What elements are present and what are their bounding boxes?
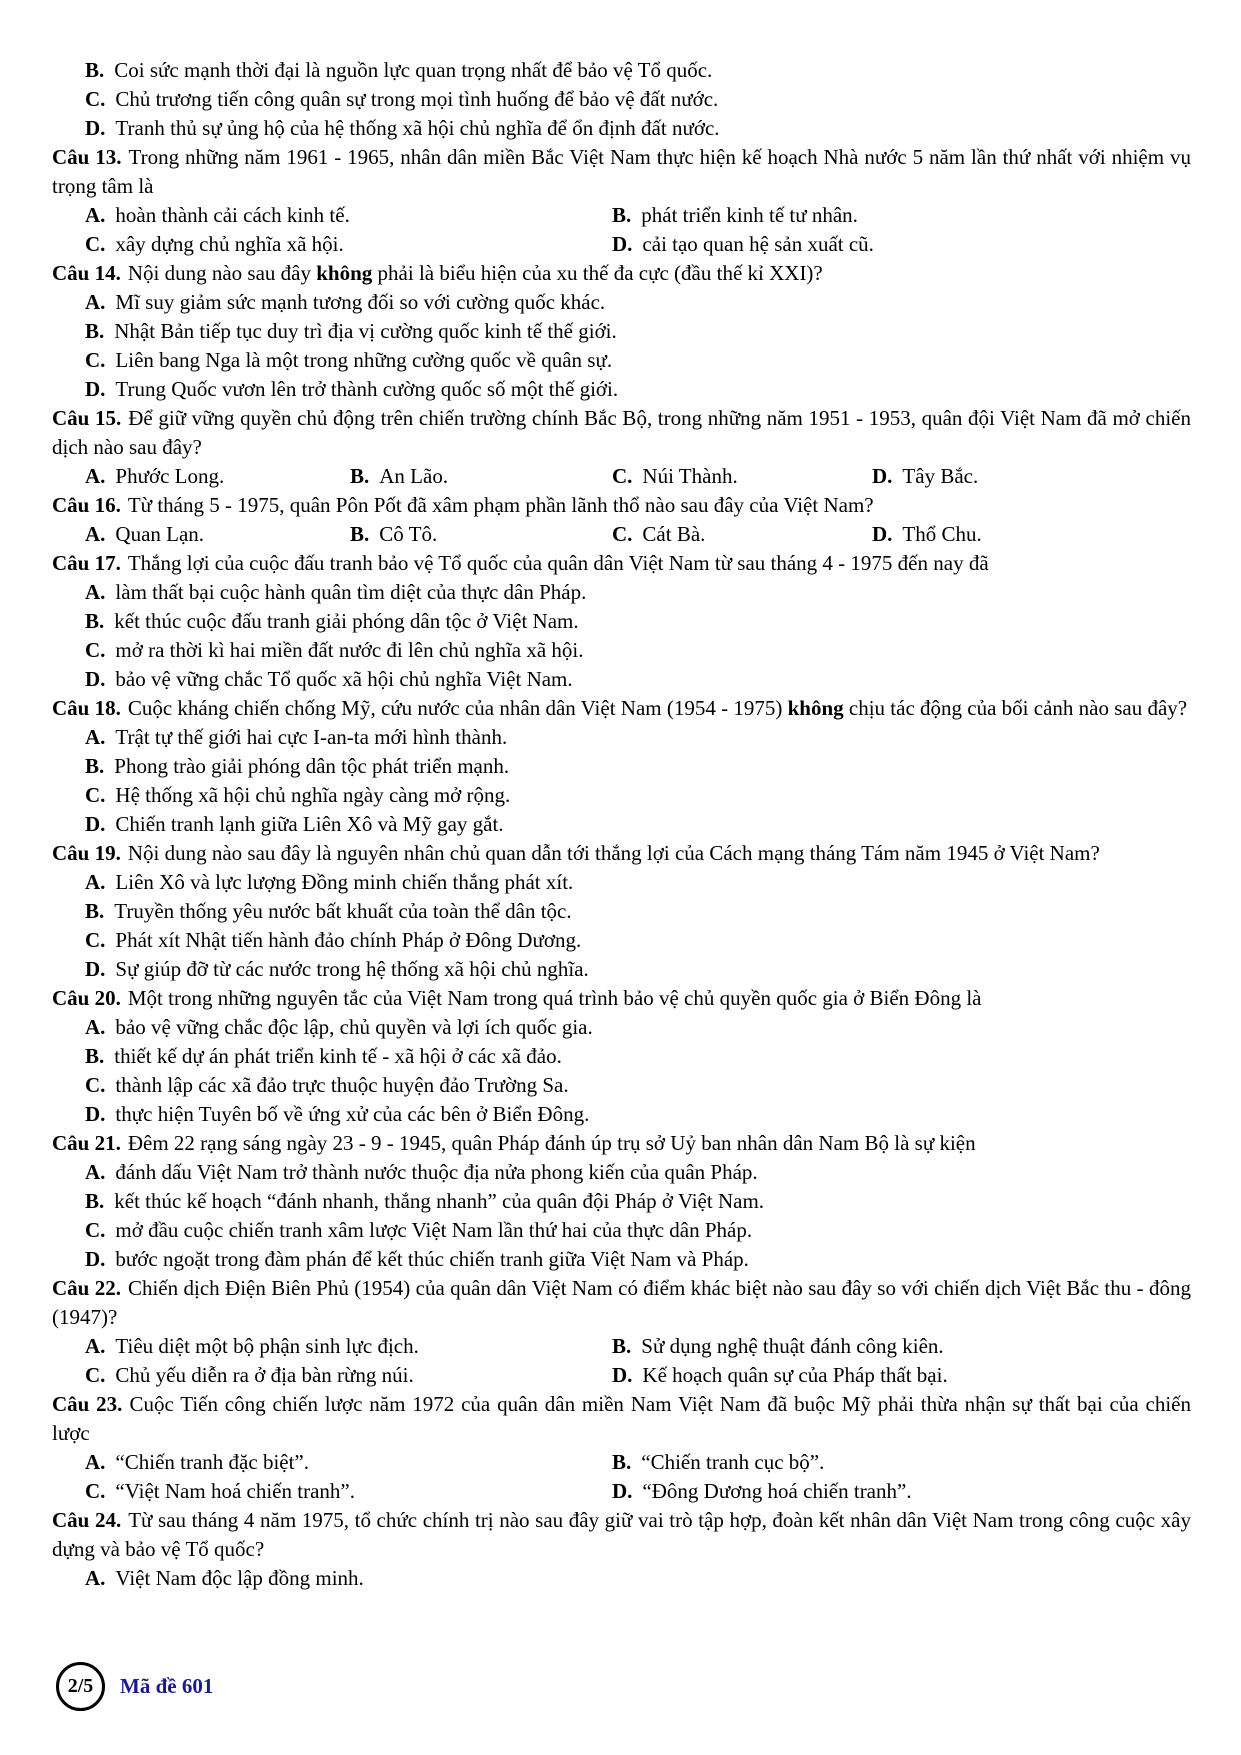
option-label: D. <box>872 522 893 546</box>
option-text: xây dựng chủ nghĩa xã hội. <box>115 232 344 256</box>
option-label: B. <box>85 754 105 778</box>
option-label: C. <box>85 1073 106 1097</box>
option-label: D. <box>85 667 106 691</box>
option-text: hoàn thành cải cách kinh tế. <box>115 203 350 227</box>
option-label: A. <box>85 870 106 894</box>
option <box>85 1361 612 1390</box>
question-text: Từ tháng 5 - 1975, quân Pôn Pốt đã xâm phạm phần lãnh thổ nào sau đây của Việt Nam? <box>127 493 874 517</box>
option-line <box>52 752 1191 781</box>
option <box>85 520 350 549</box>
option-label: B. <box>85 1189 105 1213</box>
option <box>85 1448 612 1477</box>
option-text: thực hiện Tuyên bố về ứng xử của các bên ở Biển Đông. <box>115 1102 590 1126</box>
option-label: B. <box>612 203 632 227</box>
option-label: B. <box>85 58 105 82</box>
option-text: An Lão. <box>379 464 449 488</box>
option-text: Mĩ suy giảm sức mạnh tương đối so với cường quốc khác. <box>115 290 606 314</box>
option-text: Thổ Chu. <box>902 522 982 546</box>
question-text: Trong những năm 1961 - 1965, nhân dân miền Bắc Việt Nam thực hiện kế hoạch Nhà nước 5 năm lần thứ nhất với nhiệm vụ trọng tâm là <box>52 145 1191 198</box>
option-label: B. <box>612 1334 632 1358</box>
option-text: Chủ trương tiến công quân sự trong mọi tình huống để bảo vệ đất nước. <box>115 87 719 111</box>
option <box>872 462 1191 491</box>
option-label: D. <box>612 1479 633 1503</box>
options-row <box>52 1332 1191 1361</box>
option-label: D. <box>85 116 106 140</box>
option-text: “Đông Dương hoá chiến tranh”. <box>642 1479 912 1503</box>
option-line <box>52 868 1191 897</box>
option-text: “Chiến tranh đặc biệt”. <box>115 1450 310 1474</box>
question-bold-word: không <box>316 261 373 285</box>
option-line <box>52 926 1191 955</box>
option-label: B. <box>85 899 105 923</box>
option-label: A. <box>85 522 106 546</box>
option-text: Tranh thủ sự ủng hộ của hệ thống xã hội chủ nghĩa để ổn định đất nước. <box>115 116 720 140</box>
option <box>612 462 872 491</box>
option-text: cải tạo quan hệ sản xuất cũ. <box>642 232 874 256</box>
question-label: Câu 17. <box>52 551 121 575</box>
option-label: B. <box>85 609 105 633</box>
option-line <box>52 955 1191 984</box>
option-text: Sự giúp đỡ từ các nước trong hệ thống xã hội chủ nghĩa. <box>115 957 589 981</box>
option-label: C. <box>85 638 106 662</box>
option-text: thành lập các xã đảo trực thuộc huyện đảo Trường Sa. <box>115 1073 569 1097</box>
question-14 <box>52 259 1191 288</box>
option-label: A. <box>85 464 106 488</box>
option-text: Chủ yếu diễn ra ở địa bàn rừng núi. <box>115 1363 414 1387</box>
option-text: bảo vệ vững chắc Tổ quốc xã hội chủ nghĩa Việt Nam. <box>115 667 573 691</box>
option-text: mở đầu cuộc chiến tranh xâm lược Việt Nam lần thứ hai của thực dân Pháp. <box>115 1218 753 1242</box>
question-text: Chiến dịch Điện Biên Phủ (1954) của quân dân Việt Nam có điểm khác biệt nào sau đây so với chiến dịch Việt Bắc thu - đông (1947)? <box>52 1276 1191 1329</box>
option <box>612 1361 1191 1390</box>
option <box>85 462 350 491</box>
question-label: Câu 21. <box>52 1131 121 1155</box>
option-line <box>52 1158 1191 1187</box>
option <box>85 1477 612 1506</box>
option-line <box>52 375 1191 404</box>
option <box>85 201 612 230</box>
question-label: Câu 15. <box>52 406 122 430</box>
option-label: D. <box>85 377 106 401</box>
option-label: C. <box>612 522 633 546</box>
option-text: Sử dụng nghệ thuật đánh công kiên. <box>641 1334 944 1358</box>
option-label: C. <box>85 232 106 256</box>
option-text: “Chiến tranh cục bộ”. <box>641 1450 825 1474</box>
option-line <box>52 56 1191 85</box>
question-text: Đêm 22 rạng sáng ngày 23 - 9 - 1945, quân Pháp đánh úp trụ sở Uỷ ban nhân dân Nam Bộ là sự kiện <box>127 1131 976 1155</box>
option-label: A. <box>85 1450 106 1474</box>
option <box>350 520 612 549</box>
option-label: C. <box>85 1479 106 1503</box>
option-label: C. <box>85 783 106 807</box>
option-text: Cô Tô. <box>379 522 438 546</box>
option-text: Trật tự thế giới hai cực I-an-ta mới hình thành. <box>115 725 508 749</box>
option-line <box>52 1216 1191 1245</box>
options-row <box>52 462 1191 491</box>
question-text: Nội dung nào sau đây là nguyên nhân chủ quan dẫn tới thắng lợi của Cách mạng tháng Tám năm 1945 ở Việt Nam? <box>127 841 1100 865</box>
question-label: Câu 24. <box>52 1508 122 1532</box>
question-label: Câu 19. <box>52 841 121 865</box>
option-label: A. <box>85 1566 106 1590</box>
option <box>85 230 612 259</box>
option-label: B. <box>85 319 105 343</box>
question-label: Câu 18. <box>52 696 121 720</box>
option-text: “Việt Nam hoá chiến tranh”. <box>115 1479 355 1503</box>
option-line <box>52 607 1191 636</box>
question-label: Câu 20. <box>52 986 121 1010</box>
option <box>872 520 1191 549</box>
option-line <box>52 781 1191 810</box>
option-text: mở ra thời kì hai miền đất nước đi lên chủ nghĩa xã hội. <box>115 638 584 662</box>
question-13 <box>52 143 1191 201</box>
question-text: phải là biểu hiện của xu thế đa cực (đầu thế kỉ XXI)? <box>372 261 823 285</box>
option-label: B. <box>612 1450 632 1474</box>
option-text: Tây Bắc. <box>902 464 979 488</box>
question-19 <box>52 839 1191 868</box>
options-row <box>52 201 1191 230</box>
option-label: D. <box>85 957 106 981</box>
option-text: Hệ thống xã hội chủ nghĩa ngày càng mở rộng. <box>115 783 511 807</box>
option-label: A. <box>85 580 106 604</box>
options-row <box>52 520 1191 549</box>
question-18 <box>52 694 1191 723</box>
options-row <box>52 1477 1191 1506</box>
option-text: đánh dấu Việt Nam trở thành nước thuộc địa nửa phong kiến của quân Pháp. <box>115 1160 758 1184</box>
question-text: Thắng lợi của cuộc đấu tranh bảo vệ Tổ quốc của quân dân Việt Nam từ sau tháng 4 - 1975 đến nay đã <box>127 551 989 575</box>
option <box>612 1477 1191 1506</box>
option-label: B. <box>350 464 370 488</box>
exam-code-label: Mã đề 601 <box>120 1674 214 1698</box>
option-label: D. <box>872 464 893 488</box>
option-label: C. <box>85 1218 106 1242</box>
option <box>612 520 872 549</box>
question-15 <box>52 404 1191 462</box>
question-24 <box>52 1506 1191 1564</box>
option-text: kết thúc cuộc đấu tranh giải phóng dân tộc ở Việt Nam. <box>114 609 579 633</box>
option <box>612 1448 1191 1477</box>
question-22 <box>52 1274 1191 1332</box>
option-line <box>52 810 1191 839</box>
option-label: D. <box>612 1363 633 1387</box>
options-row <box>52 1361 1191 1390</box>
option <box>612 230 1191 259</box>
question-text: Để giữ vững quyền chủ động trên chiến trường chính Bắc Bộ, trong những năm 1951 - 1953, quân đội Việt Nam đã mở chiến dịch nào sau đây? <box>52 406 1191 459</box>
option-label: D. <box>85 1102 106 1126</box>
option-text: Phước Long. <box>115 464 225 488</box>
option-text: phát triển kinh tế tư nhân. <box>641 203 858 227</box>
option-text: bảo vệ vững chắc độc lập, chủ quyền và lợi ích quốc gia. <box>115 1015 593 1039</box>
option-text: Coi sức mạnh thời đại là nguồn lực quan trọng nhất để bảo vệ Tổ quốc. <box>114 58 713 82</box>
option-label: C. <box>85 87 106 111</box>
option-line <box>52 1245 1191 1274</box>
option-label: C. <box>85 348 106 372</box>
option <box>350 462 612 491</box>
option-line <box>52 578 1191 607</box>
option-text: Phát xít Nhật tiến hành đảo chính Pháp ở Đông Dương. <box>115 928 582 952</box>
question-label: Câu 16. <box>52 493 121 517</box>
question-text: Cuộc Tiến công chiến lược năm 1972 của quân dân miền Nam Việt Nam đã buộc Mỹ phải thừa nhận sự thất bại của chiến lược <box>52 1392 1191 1445</box>
option-text: Việt Nam độc lập đồng minh. <box>115 1566 364 1590</box>
question-text: Một trong những nguyên tắc của Việt Nam trong quá trình bảo vệ chủ quyền quốc gia ở Biển Đông là <box>127 986 982 1010</box>
option-text: Chiến tranh lạnh giữa Liên Xô và Mỹ gay gắt. <box>115 812 504 836</box>
option-text: Núi Thành. <box>642 464 738 488</box>
option-line <box>52 897 1191 926</box>
question-17 <box>52 549 1191 578</box>
question-text: chịu tác động của bối cảnh nào sau đây? <box>843 696 1188 720</box>
question-23 <box>52 1390 1191 1448</box>
option-label: D. <box>85 812 106 836</box>
option-line <box>52 114 1191 143</box>
option-text: Cát Bà. <box>642 522 706 546</box>
option-text: Liên bang Nga là một trong những cường quốc về quân sự. <box>115 348 613 372</box>
option-text: Nhật Bản tiếp tục duy trì địa vị cường quốc kinh tế thế giới. <box>114 319 617 343</box>
option-label: D. <box>612 232 633 256</box>
option-text: Trung Quốc vươn lên trở thành cường quốc số một thế giới. <box>115 377 619 401</box>
options-row <box>52 230 1191 259</box>
option-line <box>52 636 1191 665</box>
option-label: A. <box>85 1015 106 1039</box>
question-20 <box>52 984 1191 1013</box>
question-label: Câu 14. <box>52 261 121 285</box>
options-row <box>52 1448 1191 1477</box>
option-text: Quan Lạn. <box>115 522 205 546</box>
option-line <box>52 723 1191 752</box>
question-21 <box>52 1129 1191 1158</box>
option-line <box>52 346 1191 375</box>
option <box>612 201 1191 230</box>
option-text: làm thất bại cuộc hành quân tìm diệt của thực dân Pháp. <box>115 580 587 604</box>
question-16 <box>52 491 1191 520</box>
question-text: Cuộc kháng chiến chống Mỹ, cứu nước của nhân dân Việt Nam (1954 - 1975) <box>127 696 788 720</box>
question-label: Câu 13. <box>52 145 122 169</box>
page-number: 2/5 <box>67 1675 94 1697</box>
option-text: Tiêu diệt một bộ phận sinh lực địch. <box>115 1334 419 1358</box>
option <box>85 1332 612 1361</box>
option-line <box>52 1564 1191 1593</box>
option-text: Kế hoạch quân sự của Pháp thất bại. <box>642 1363 948 1387</box>
option-label: C. <box>85 928 106 952</box>
option-label: A. <box>85 290 106 314</box>
option-line <box>52 288 1191 317</box>
option-label: C. <box>612 464 633 488</box>
option-text: Phong trào giải phóng dân tộc phát triển mạnh. <box>114 754 510 778</box>
option-line <box>52 1071 1191 1100</box>
question-label: Câu 23. <box>52 1392 123 1416</box>
option-line <box>52 85 1191 114</box>
page-footer <box>56 1662 213 1711</box>
question-text: Từ sau tháng 4 năm 1975, tổ chức chính trị nào sau đây giữ vai trò tập hợp, đoàn kết nhân dân Việt Nam trong công cuộc xây dựng và bảo vệ Tổ quốc? <box>52 1508 1191 1561</box>
option-line <box>52 1100 1191 1129</box>
option-label: B. <box>85 1044 105 1068</box>
option-text: bước ngoặt trong đàm phán để kết thúc chiến tranh giữa Việt Nam và Pháp. <box>115 1247 749 1271</box>
option-label: B. <box>350 522 370 546</box>
option-label: A. <box>85 203 106 227</box>
option-text: kết thúc kế hoạch “đánh nhanh, thắng nhanh” của quân đội Pháp ở Việt Nam. <box>114 1189 765 1213</box>
question-label: Câu 22. <box>52 1276 121 1300</box>
option-label: A. <box>85 1160 106 1184</box>
option-text: Liên Xô và lực lượng Đồng minh chiến thắng phát xít. <box>115 870 574 894</box>
option <box>612 1332 1191 1361</box>
page-number-circle <box>56 1662 105 1711</box>
question-bold-word: không <box>787 696 844 720</box>
option-label: C. <box>85 1363 106 1387</box>
option-label: D. <box>85 1247 106 1271</box>
question-text: Nội dung nào sau đây <box>127 261 317 285</box>
option-label: A. <box>85 1334 106 1358</box>
option-label: A. <box>85 725 106 749</box>
option-line <box>52 1013 1191 1042</box>
option-line <box>52 1187 1191 1216</box>
option-line <box>52 317 1191 346</box>
option-line <box>52 1042 1191 1071</box>
option-line <box>52 665 1191 694</box>
option-text: Truyền thống yêu nước bất khuất của toàn thể dân tộc. <box>114 899 572 923</box>
option-text: thiết kế dự án phát triển kinh tế - xã hội ở các xã đảo. <box>114 1044 562 1068</box>
